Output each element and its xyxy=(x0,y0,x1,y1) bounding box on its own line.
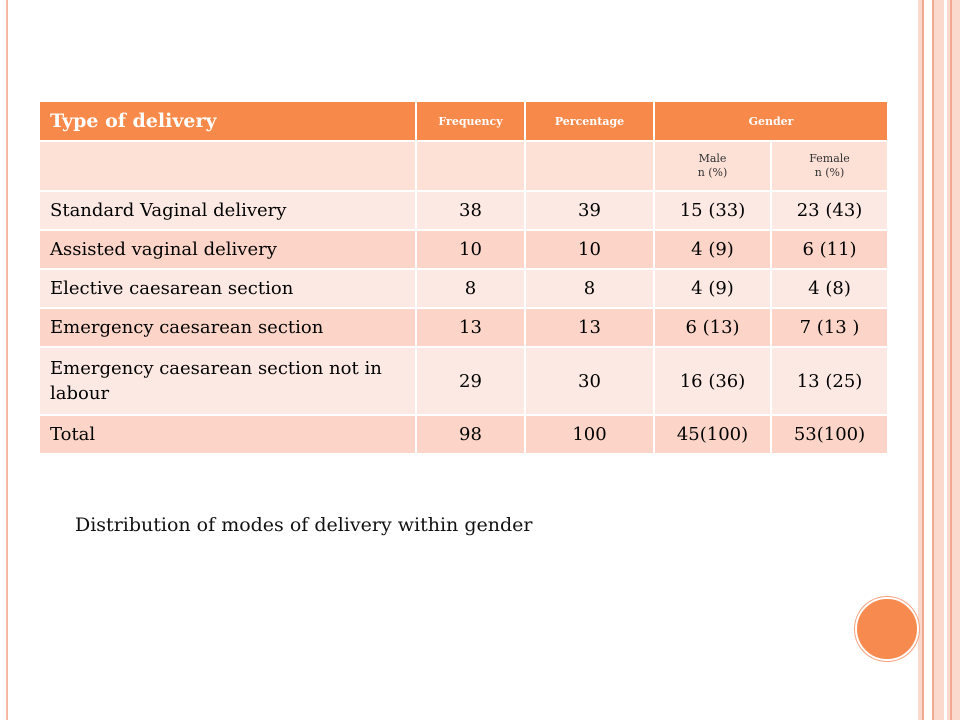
table-row xyxy=(40,308,888,347)
header-percentage: Percentage xyxy=(525,102,654,141)
table-subheader-row xyxy=(40,141,888,191)
row-percentage: 8 xyxy=(525,269,654,308)
row-percentage: 30 xyxy=(525,347,654,415)
right-band-line xyxy=(950,0,952,720)
row-percentage: 39 xyxy=(525,191,654,230)
right-band-line xyxy=(932,0,934,720)
subheader-male-unit: n (%) xyxy=(697,166,728,179)
subheader-empty xyxy=(40,141,416,191)
row-frequency: 29 xyxy=(416,347,525,415)
table-row xyxy=(40,269,888,308)
right-band-gap xyxy=(944,0,947,720)
row-male: 4 (9) xyxy=(654,269,771,308)
row-label: Elective caesarean section xyxy=(40,269,416,308)
row-female: 13 (25) xyxy=(771,347,888,415)
header-gender: Gender xyxy=(654,102,888,141)
table-row xyxy=(40,191,888,230)
row-female: 7 (13 ) xyxy=(771,308,888,347)
subheader-male xyxy=(654,141,771,191)
row-male: 15 (33) xyxy=(654,191,771,230)
row-label: Standard Vaginal delivery xyxy=(40,191,416,230)
subheader-female xyxy=(771,141,888,191)
row-male: 4 (9) xyxy=(654,230,771,269)
subheader-male-label: Male xyxy=(698,152,727,165)
row-label: Emergency caesarean section not in labour xyxy=(40,347,416,415)
row-percentage: 100 xyxy=(525,415,654,454)
row-label: Emergency caesarean section xyxy=(40,308,416,347)
row-percentage: 10 xyxy=(525,230,654,269)
delivery-table xyxy=(40,102,889,455)
header-frequency: Frequency xyxy=(416,102,525,141)
right-band-gap xyxy=(924,0,932,720)
row-frequency: 98 xyxy=(416,415,525,454)
row-frequency: 13 xyxy=(416,308,525,347)
row-female: 6 (11) xyxy=(771,230,888,269)
row-female: 23 (43) xyxy=(771,191,888,230)
table-header-row xyxy=(40,102,888,141)
left-border-line xyxy=(6,0,8,720)
subheader-female-label: Female xyxy=(809,152,850,165)
row-frequency: 8 xyxy=(416,269,525,308)
row-male: 6 (13) xyxy=(654,308,771,347)
subheader-empty xyxy=(416,141,525,191)
table-row-total xyxy=(40,415,888,454)
table-caption: Distribution of modes of delivery within gender xyxy=(75,514,533,536)
row-label: Assisted vaginal delivery xyxy=(40,230,416,269)
subheader-empty xyxy=(525,141,654,191)
right-band-line xyxy=(922,0,924,720)
table-row xyxy=(40,347,888,415)
row-male: 45(100) xyxy=(654,415,771,454)
subheader-female-unit: n (%) xyxy=(814,166,845,179)
table-row xyxy=(40,230,888,269)
header-type-of-delivery: Type of delivery xyxy=(40,102,416,141)
row-label: Total xyxy=(40,415,416,454)
row-female: 4 (8) xyxy=(771,269,888,308)
row-female: 53(100) xyxy=(771,415,888,454)
row-percentage: 13 xyxy=(525,308,654,347)
decorative-orange-circle xyxy=(855,597,919,661)
row-frequency: 38 xyxy=(416,191,525,230)
row-male: 16 (36) xyxy=(654,347,771,415)
row-frequency: 10 xyxy=(416,230,525,269)
